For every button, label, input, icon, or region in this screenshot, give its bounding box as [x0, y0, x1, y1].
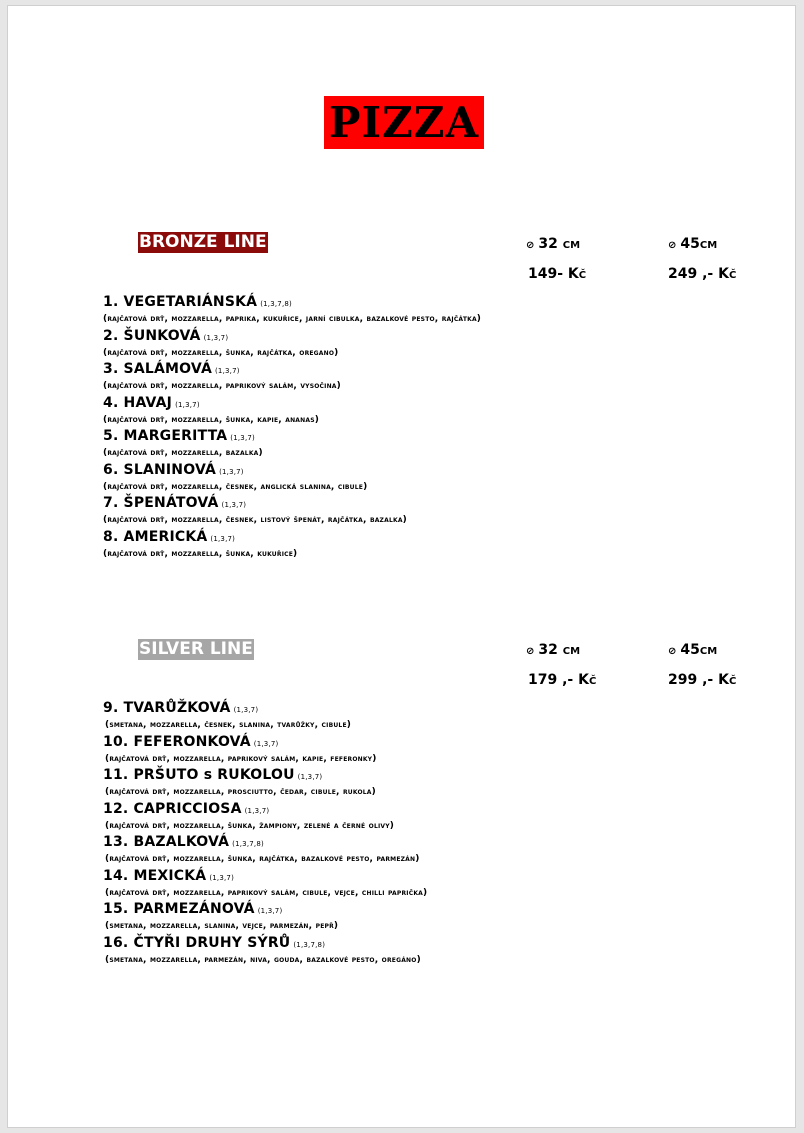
bronze-price-large: 249 ,- Kč	[668, 266, 737, 282]
list-item	[103, 395, 783, 429]
silver-size-small	[526, 642, 580, 658]
list-item	[103, 767, 783, 801]
item-name: 5. MARGERITTA	[103, 428, 228, 444]
list-item	[103, 462, 783, 496]
item-name: 16. ČTYŘI DRUHY SÝRŮ	[103, 934, 291, 951]
item-ingredients: (rajčatová drť, mozzarella, paprikový salám, kapie, feferonky)	[105, 753, 377, 764]
item-ingredients: (smetana, mozzarella, česnek, slanina, tvarůžky, cibule)	[105, 720, 352, 730]
item-allergens: (1,3,7)	[210, 534, 236, 543]
list-item	[103, 428, 783, 462]
item-allergens: (1,3,7)	[219, 467, 244, 476]
silver-item-list	[103, 700, 783, 968]
item-allergens: (1,3,7)	[253, 739, 279, 748]
item-ingredients: (rajčatová drť, mozzarella, šunka, rajčátka, bazalkové pesto, parmezán)	[105, 854, 420, 864]
item-allergens: (1,3,7,8)	[293, 940, 326, 949]
item-ingredients: (rajčatová drť, mozzarella, prosciutto, čedar, cibule, rukola)	[105, 787, 376, 797]
item-name: 7. ŠPENÁTOVÁ	[103, 495, 219, 511]
list-item	[103, 495, 783, 529]
bronze-size-large	[668, 236, 717, 252]
silver-size-large	[668, 642, 717, 658]
diameter-icon: ⊘	[526, 240, 535, 251]
bronze-item-list	[103, 294, 783, 562]
bronze-price-small: 149- Kč	[528, 266, 587, 282]
item-allergens: (1,3,7)	[257, 907, 283, 915]
silver-line-label: SILVER LINE	[139, 639, 253, 659]
menu-page	[7, 5, 796, 1128]
bronze-size-large-text: 45cm	[680, 236, 718, 252]
item-name: 8. AMERICKÁ	[103, 528, 208, 545]
item-ingredients: (rajčatová drť, mozzarella, česnek, listový špenát, rajčátka, bazalka)	[103, 515, 407, 525]
item-name: 11. PRŠUTO s RUKOLOU	[103, 767, 295, 783]
bronze-line-label: BRONZE LINE	[139, 232, 267, 252]
item-ingredients: (rajčatová drť, mozzarella, šunka, žampiony, zelené a černé olivy)	[105, 820, 395, 831]
list-item	[103, 868, 783, 902]
item-ingredients: (rajčatová drť, mozzarella, paprikový salám, vysočina)	[103, 381, 341, 391]
item-name: 6. SLANINOVÁ	[103, 461, 217, 478]
list-item	[103, 834, 783, 868]
list-item	[103, 294, 783, 328]
diameter-icon: ⊘	[668, 646, 677, 657]
diameter-icon: ⊘	[668, 240, 677, 251]
diameter-icon: ⊘	[526, 646, 535, 657]
item-allergens: (1,3,7)	[297, 773, 323, 781]
silver-size-large-text: 45cm	[680, 642, 718, 658]
silver-price-large: 299 ,- Kč	[668, 672, 737, 688]
item-name: 12. CAPRICCIOSA	[103, 800, 242, 817]
item-allergens: (1,3,7)	[203, 333, 229, 342]
item-ingredients: (smetana, mozzarella, slanina, vejce, parmezán, pepř)	[105, 921, 339, 931]
item-allergens: (1,3,7)	[175, 400, 200, 409]
list-item	[103, 700, 783, 734]
item-allergens: (1,3,7)	[209, 873, 235, 882]
silver-size-small-text: 32 cm	[538, 642, 581, 658]
list-item	[103, 734, 783, 768]
item-name: 2. ŠUNKOVÁ	[103, 327, 201, 344]
item-ingredients: (rajčatová drť, mozzarella, šunka, kapie, ananas)	[103, 414, 320, 425]
item-allergens: (1,3,7)	[230, 434, 255, 442]
list-item	[103, 361, 783, 395]
item-ingredients: (rajčatová drť, mozzarella, šunka, kukuřice)	[103, 548, 298, 559]
item-allergens: (1,3,7)	[214, 367, 240, 375]
silver-price-small: 179 ,- Kč	[528, 672, 597, 688]
item-name: 13. BAZALKOVÁ	[103, 834, 230, 850]
item-ingredients: (rajčatová drť, mozzarella, paprikový salám, cibule, vejce, chilli paprička)	[105, 887, 428, 898]
page-title: PIZZA	[324, 96, 484, 149]
item-name: 4. HAVAJ	[103, 394, 173, 411]
item-ingredients: (smetana, mozzarella, parmezán, niva, gouda, bazalkové pesto, oregáno)	[105, 954, 421, 965]
list-item	[103, 328, 783, 362]
list-item	[103, 901, 783, 935]
item-name: 14. MEXICKÁ	[103, 867, 207, 884]
item-name: 10. FEFERONKOVÁ	[103, 733, 251, 750]
item-ingredients: (rajčatová drť, mozzarella, česnek, anglická slanina, cibule)	[103, 481, 368, 492]
bronze-size-small-text: 32 cm	[538, 236, 581, 252]
list-item	[103, 801, 783, 835]
item-allergens: (1,3,7,8)	[232, 840, 264, 848]
item-ingredients: (rajčatová drť, mozzarella, paprika, kukuřice, jarní cibulka, bazalkové pesto, rajčátka)	[103, 314, 482, 324]
item-allergens: (1,3,7)	[221, 501, 247, 509]
item-allergens: (1,3,7)	[233, 706, 259, 714]
list-item	[103, 529, 783, 563]
item-ingredients: (rajčatová drť, mozzarella, šunka, rajčátka, oregano)	[103, 347, 339, 358]
item-allergens: (1,3,7,8)	[260, 300, 292, 308]
item-name: 3. SALÁMOVÁ	[103, 361, 212, 377]
item-name: 15. PARMEZÁNOVÁ	[103, 901, 255, 917]
list-item	[103, 935, 783, 969]
item-name: 1. VEGETARIÁNSKÁ	[103, 294, 258, 310]
bronze-size-small	[526, 236, 580, 252]
item-ingredients: (rajčatová drť, mozzarella, bazalka)	[103, 448, 263, 458]
item-name: 9. TVARŮŽKOVÁ	[103, 700, 231, 716]
item-allergens: (1,3,7)	[244, 806, 270, 815]
